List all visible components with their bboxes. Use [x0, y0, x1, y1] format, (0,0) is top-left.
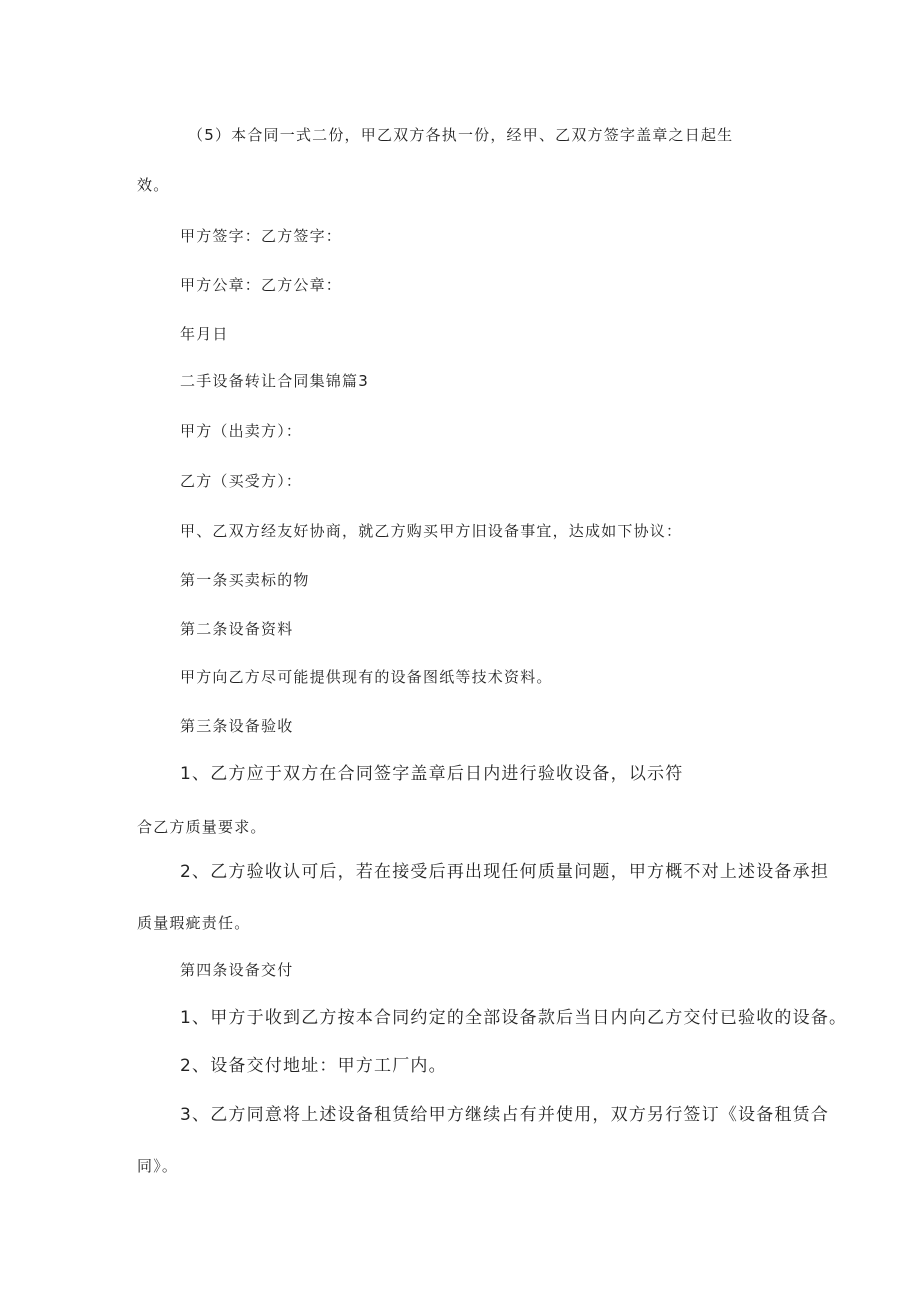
party-a-line: 甲方（出卖方）：	[180, 422, 303, 440]
clause-5-line1: （5）本合同一式二份，甲乙双方各执一份，经甲、乙双方签字盖章之日起生	[188, 126, 734, 144]
seal-line: 甲方公章：乙方公章：	[180, 276, 343, 294]
article-3-item2-line2: 质量瑕疵责任。	[137, 914, 251, 932]
article-3-item1-line2: 合乙方质量要求。	[137, 818, 267, 836]
clause-5-line2: 效。	[137, 176, 170, 194]
article-4-item3-line2: 同》。	[137, 1157, 179, 1175]
article-4-item3-line1: 3、乙方同意将上述设备租赁给甲方继续占有并使用，双方另行签订《设备租赁合	[180, 1105, 830, 1125]
article-4-item2: 2、设备交付地址：甲方工厂内。	[180, 1056, 447, 1076]
article-3-item1-line1: 1、乙方应于双方在合同签字盖章后日内进行验收设备，以示符	[180, 764, 684, 784]
article-4-item1: 1、甲方于收到乙方按本合同约定的全部设备款后当日内向乙方交付已验收的设备。	[180, 1008, 848, 1028]
agreement-intro: 甲、乙双方经友好协商，就乙方购买甲方旧设备事宜，达成如下协议：	[180, 522, 683, 540]
article-4-heading: 第四条设备交付	[180, 961, 294, 979]
party-b-line: 乙方（买受方）：	[180, 472, 303, 490]
article-2-body: 甲方向乙方尽可能提供现有的设备图纸等技术资料。	[180, 668, 553, 686]
article-2-heading: 第二条设备资料	[180, 620, 294, 638]
date-line: 年月日	[180, 325, 229, 343]
article-1-heading: 第一条买卖标的物	[180, 571, 310, 589]
article-3-heading: 第三条设备验收	[180, 717, 294, 735]
signature-line: 甲方签字：乙方签字：	[180, 227, 343, 245]
section-heading: 二手设备转让合同集锦篇3	[180, 372, 369, 390]
article-3-item2-line1: 2、乙方验收认可后，若在接受后再出现任何质量问题，甲方概不对上述设备承担	[180, 862, 830, 882]
